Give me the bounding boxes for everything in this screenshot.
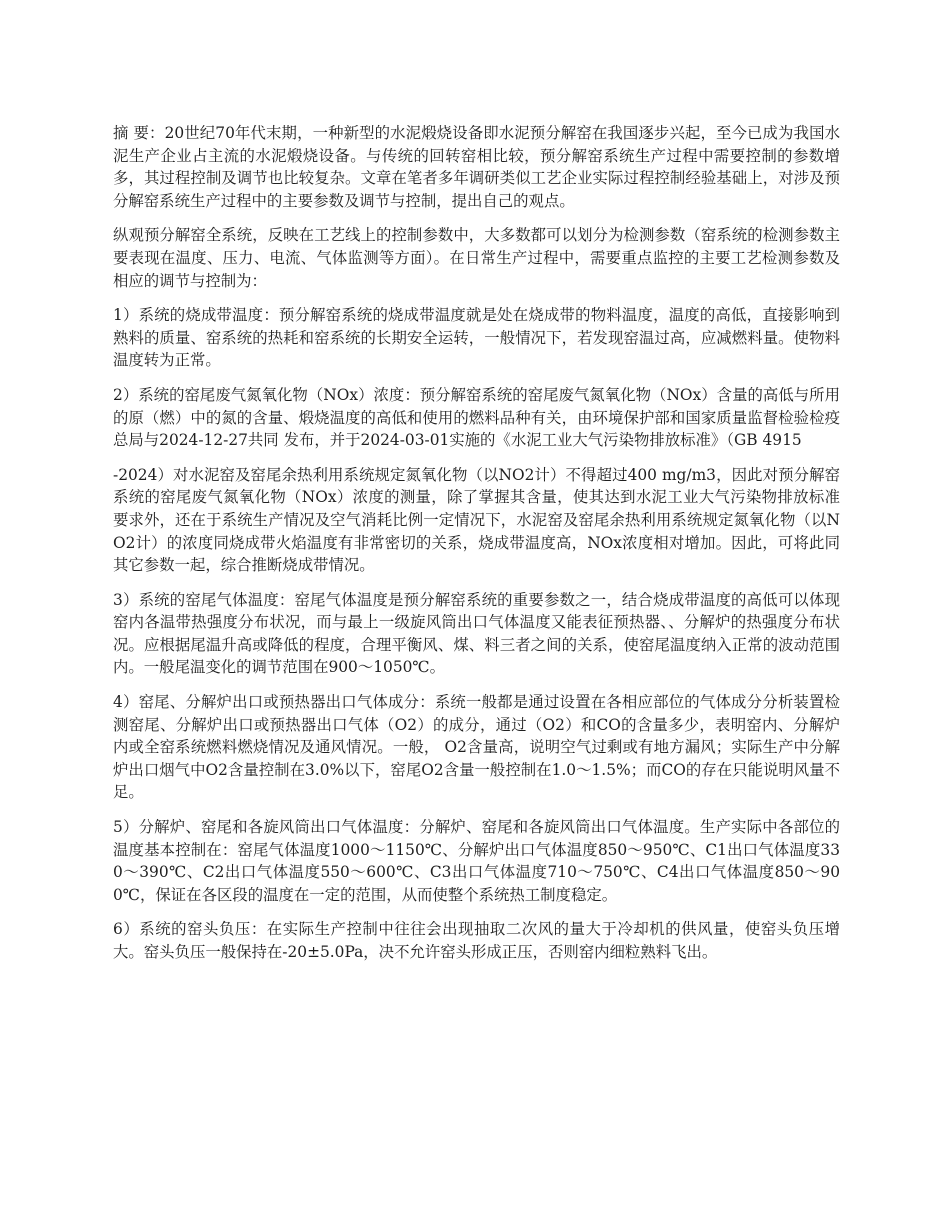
item-3-kiln-inlet-gas-temperature: 3）系统的窑尾气体温度：窑尾气体温度是预分解窑系统的重要参数之一，结合烧成带温度的高低可以体现窑内各温带热强度分布状况，而与最上一级旋风筒出口气体温度又能表征预热器、、分解炉的热强度分布状况。应根据尾温升高或降低的程度，合理平衡风、煤、料三者之间的关系，使窑尾温度纳入正常的波动范围内。一般尾温变化的调节范围在900～1050℃。 — [113, 590, 840, 677]
intro-paragraph: 纵观预分解窑全系统，反映在工艺线上的控制参数中，大多数都可以划分为检测参数（窑系统的检测参数主要表现在温度、压力、电流、气体监测等方面）。在日常生产过程中，需要重点监控的主要工艺检测参数及相应的调节与控制为： — [113, 226, 840, 290]
abstract-paragraph: 摘 要：20世纪70年代末期，一种新型的水泥煅烧设备即水泥预分解窑在我国逐步兴起，至今已成为我国水泥生产企业占主流的水泥煅烧设备。与传统的回转窑相比较，预分解窑系统生产过程中需要控制的参数增多，其过程控制及调节也比较复杂。文章在笔者多年调研类似工艺企业实际过程控制经验基础上，对涉及预分解窑系统生产过程中的主要参数及调节与控制，提出自己的观点。 — [113, 124, 840, 210]
item-1-burning-zone-temperature: 1）系统的烧成带温度：预分解窑系统的烧成带温度就是处在烧成带的物料温度，温度的高低，直接影响到熟料的质量、窑系统的热耗和窑系统的长期安全运转，一般情况下，若发现窑温过高，应减燃料量。使物料温度转为正常。 — [113, 306, 840, 370]
item-4-gas-composition: 4）窑尾、分解炉出口或预热器出口气体成分：系统一般都是通过设置在各相应部位的气体成分分析装置检测窑尾、分解炉出口或预热器出口气体（O2）的成分，通过（O2）和CO的含量多少，表明窑内、分解炉内或全窑系统燃料燃烧情况及通风情况。一般， O2含量高，说明空气过剩或有地方漏风；实际生产中分解炉出口烟气中O2含量控制在3.0%以下，窑尾O2含量一般控制在1.0～1.5%；而CO的存在只能说明风量不足。 — [113, 693, 840, 802]
item-6-kiln-hood-pressure: 6）系统的窑头负压：在实际生产控制中往往会出现抽取二次风的量大于冷却机的供风量，使窑头负压增大。窑头负压一般保持在-20±5.0Pa，决不允许窑头形成正压，否则窑内细粒熟料飞出。 — [113, 920, 840, 961]
item-2-nox-concentration: 2）系统的窑尾废气氮氧化物（NOx）浓度：预分解窑系统的窑尾废气氮氧化物（NOx）含量的高低与所用的原（燃）中的氮的含量、煅烧温度的高低和使用的燃料品种有关，由环境保护部和国家质量监督检验检疫总局与2024-12-27共同 发布，并于2024-03-01实施的《水泥工业大气污染物排放标准》（GB 4915 — [113, 385, 840, 450]
document-body — [113, 122, 840, 976]
item-5-outlet-gas-temperatures: 5）分解炉、窑尾和各旋风筒出口气体温度：分解炉、窑尾和各旋风筒出口气体温度。生产实际中各部位的温度基本控制在：窑尾气体温度1000～1150℃、分解炉出口气体温度850～950℃、C1出口气体温度330～390℃、C2出口气体温度550～600℃、C3出口气体温度710～750℃、C4出口气体温度850～900℃，保证在各区段的温度在一定的范围，从而使整个系统热工制度稳定。 — [113, 818, 840, 904]
item-2-nox-continued: -2024）对水泥窑及窑尾余热利用系统规定氮氧化物（以NO2计）不得超过400 mg/m3，因此对预分解窑系统的窑尾废气氮氧化物（NOx）浓度的测量，除了掌握其含量，使其达到水泥工业大气污染物排放标准要求外，还在于系统生产情况及空气消耗比例一定情况下，水泥窑及窑尾余热利用系统规定氮氧化物（以NO2计）的浓度同烧成带火焰温度有非常密切的关系，烧成带温度高，NOx浓度相对增加。因此，可将此同其它参数一起，综合推断烧成带情况。 — [113, 465, 840, 575]
